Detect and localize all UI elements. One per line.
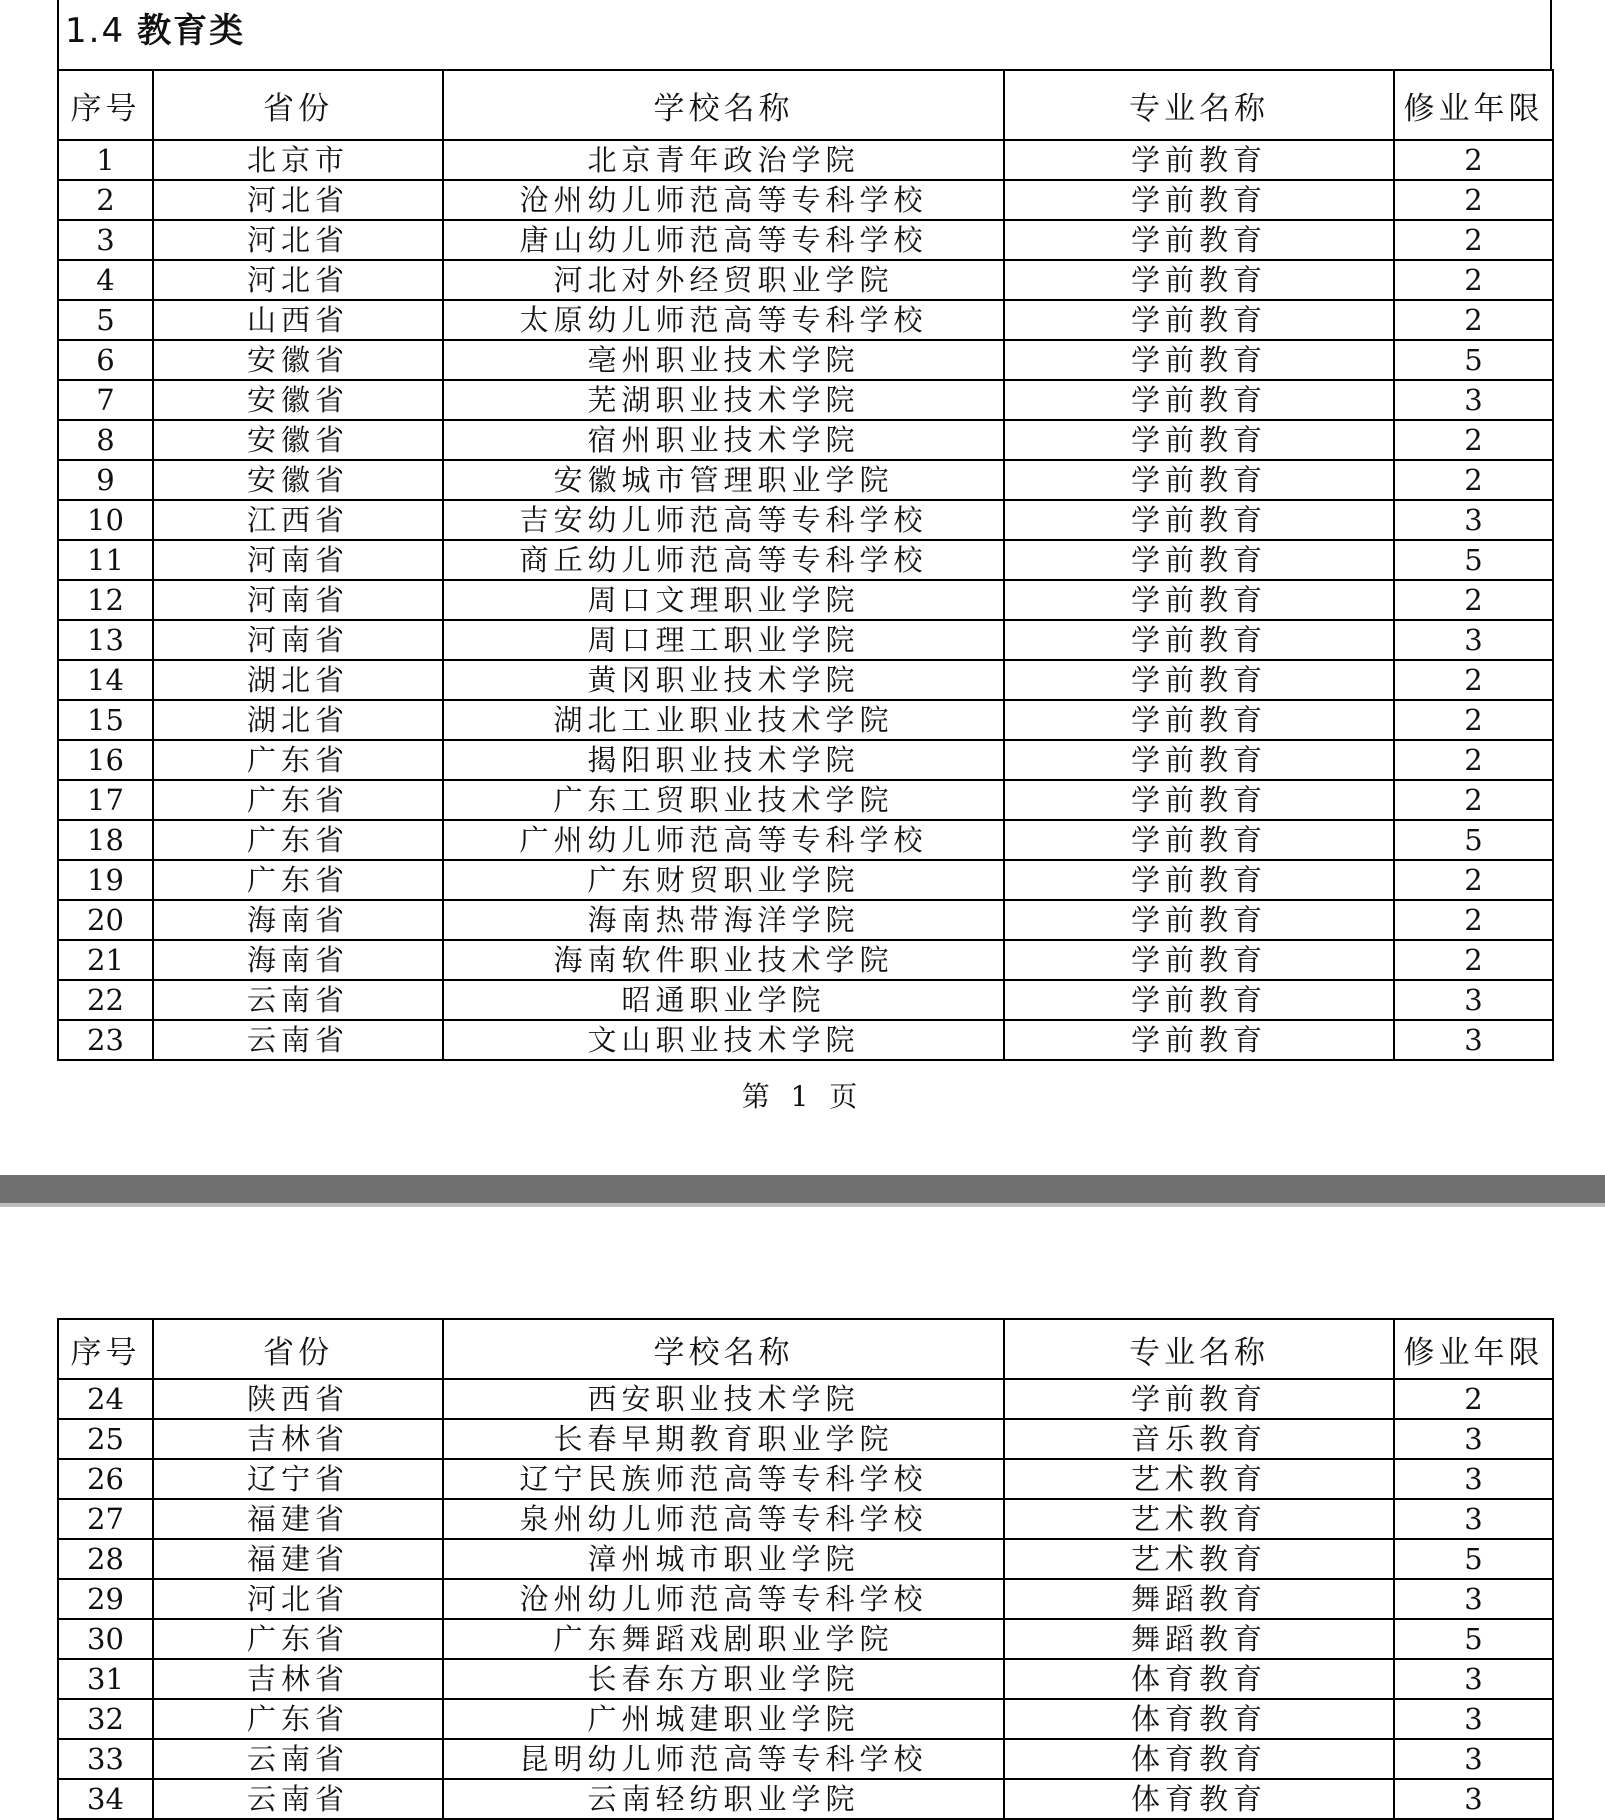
cell-major: 体育教育 — [1004, 1659, 1394, 1699]
cell-school: 广东舞蹈戏剧职业学院 — [443, 1619, 1004, 1659]
cell-index: 10 — [58, 500, 153, 540]
cell-province: 云南省 — [153, 1020, 443, 1060]
cell-school: 漳州城市职业学院 — [443, 1539, 1004, 1579]
cell-index: 19 — [58, 860, 153, 900]
table-row — [58, 500, 1553, 540]
table-row — [58, 1379, 1553, 1419]
cell-province: 安徽省 — [153, 420, 443, 460]
table-header-row — [58, 70, 1553, 140]
cell-years: 2 — [1394, 260, 1553, 300]
cell-school: 沧州幼儿师范高等专科学校 — [443, 180, 1004, 220]
cell-province: 湖北省 — [153, 700, 443, 740]
cell-index: 18 — [58, 820, 153, 860]
header-province: 省份 — [153, 1319, 443, 1379]
cell-school: 广州城建职业学院 — [443, 1699, 1004, 1739]
table-row — [58, 580, 1553, 620]
header-index: 序号 — [58, 1319, 153, 1379]
cell-school: 昭通职业学院 — [443, 980, 1004, 1020]
table-row — [58, 1739, 1553, 1779]
cell-years: 2 — [1394, 460, 1553, 500]
cell-index: 27 — [58, 1499, 153, 1539]
cell-index: 12 — [58, 580, 153, 620]
page-number: 第 1 页 — [741, 1080, 864, 1113]
cell-school: 广州幼儿师范高等专科学校 — [443, 820, 1004, 860]
cell-index: 6 — [58, 340, 153, 380]
cell-major: 学前教育 — [1004, 740, 1394, 780]
cell-school: 广东工贸职业技术学院 — [443, 780, 1004, 820]
cell-years: 2 — [1394, 940, 1553, 980]
cell-index: 34 — [58, 1779, 153, 1819]
table-row — [58, 620, 1553, 660]
cell-years: 3 — [1394, 1419, 1553, 1459]
cell-major: 学前教育 — [1004, 140, 1394, 180]
cell-province: 海南省 — [153, 940, 443, 980]
cell-index: 2 — [58, 180, 153, 220]
section-title — [57, 0, 1552, 70]
cell-major: 体育教育 — [1004, 1779, 1394, 1819]
cell-major: 学前教育 — [1004, 1379, 1394, 1419]
table-row — [58, 540, 1553, 580]
cell-major: 学前教育 — [1004, 700, 1394, 740]
table-row — [58, 740, 1553, 780]
cell-major: 学前教育 — [1004, 420, 1394, 460]
cell-province: 海南省 — [153, 900, 443, 940]
cell-province: 河北省 — [153, 180, 443, 220]
cell-major: 艺术教育 — [1004, 1499, 1394, 1539]
cell-school: 唐山幼儿师范高等专科学校 — [443, 220, 1004, 260]
cell-school: 吉安幼儿师范高等专科学校 — [443, 500, 1004, 540]
cell-years: 5 — [1394, 340, 1553, 380]
cell-major: 学前教育 — [1004, 260, 1394, 300]
header-major: 专业名称 — [1004, 1319, 1394, 1379]
cell-index: 13 — [58, 620, 153, 660]
cell-years: 2 — [1394, 580, 1553, 620]
cell-school: 商丘幼儿师范高等专科学校 — [443, 540, 1004, 580]
cell-major: 体育教育 — [1004, 1739, 1394, 1779]
table-row — [58, 180, 1553, 220]
cell-major: 学前教育 — [1004, 500, 1394, 540]
cell-major: 学前教育 — [1004, 340, 1394, 380]
cell-index: 23 — [58, 1020, 153, 1060]
cell-school: 湖北工业职业技术学院 — [443, 700, 1004, 740]
cell-years: 2 — [1394, 300, 1553, 340]
cell-major: 学前教育 — [1004, 220, 1394, 260]
cell-major: 艺术教育 — [1004, 1539, 1394, 1579]
cell-province: 吉林省 — [153, 1659, 443, 1699]
cell-major: 学前教育 — [1004, 660, 1394, 700]
cell-major: 学前教育 — [1004, 580, 1394, 620]
header-school: 学校名称 — [443, 1319, 1004, 1379]
cell-index: 15 — [58, 700, 153, 740]
header-index: 序号 — [58, 70, 153, 140]
cell-major: 音乐教育 — [1004, 1419, 1394, 1459]
cell-school: 沧州幼儿师范高等专科学校 — [443, 1579, 1004, 1619]
header-years: 修业年限 — [1394, 70, 1553, 140]
cell-province: 福建省 — [153, 1539, 443, 1579]
header-province: 省份 — [153, 70, 443, 140]
cell-years: 3 — [1394, 980, 1553, 1020]
cell-major: 学前教育 — [1004, 780, 1394, 820]
cell-years: 3 — [1394, 1699, 1553, 1739]
cell-years: 2 — [1394, 780, 1553, 820]
cell-school: 周口文理职业学院 — [443, 580, 1004, 620]
cell-major: 学前教育 — [1004, 940, 1394, 980]
table-row — [58, 1499, 1553, 1539]
cell-years: 2 — [1394, 860, 1553, 900]
table-row — [58, 980, 1553, 1020]
cell-school: 长春东方职业学院 — [443, 1659, 1004, 1699]
cell-major: 学前教育 — [1004, 980, 1394, 1020]
cell-province: 广东省 — [153, 820, 443, 860]
table-row — [58, 700, 1553, 740]
cell-school: 文山职业技术学院 — [443, 1020, 1004, 1060]
cell-school: 宿州职业技术学院 — [443, 420, 1004, 460]
cell-major: 学前教育 — [1004, 820, 1394, 860]
cell-index: 14 — [58, 660, 153, 700]
cell-years: 3 — [1394, 1739, 1553, 1779]
cell-years: 2 — [1394, 180, 1553, 220]
table-row — [58, 300, 1553, 340]
cell-years: 2 — [1394, 700, 1553, 740]
table-row — [58, 460, 1553, 500]
cell-major: 学前教育 — [1004, 380, 1394, 420]
cell-province: 河南省 — [153, 540, 443, 580]
table-row — [58, 1779, 1553, 1819]
header-years: 修业年限 — [1394, 1319, 1553, 1379]
page-divider — [0, 1175, 1605, 1203]
table-row — [58, 900, 1553, 940]
cell-school: 云南轻纺职业学院 — [443, 1779, 1004, 1819]
table-row — [58, 1459, 1553, 1499]
cell-index: 16 — [58, 740, 153, 780]
cell-major: 学前教育 — [1004, 300, 1394, 340]
cell-years: 2 — [1394, 660, 1553, 700]
cell-years: 3 — [1394, 1659, 1553, 1699]
cell-school: 芜湖职业技术学院 — [443, 380, 1004, 420]
cell-province: 山西省 — [153, 300, 443, 340]
cell-index: 29 — [58, 1579, 153, 1619]
cell-major: 学前教育 — [1004, 460, 1394, 500]
section-number: 1.4 — [65, 11, 126, 51]
table-row — [58, 820, 1553, 860]
cell-school: 太原幼儿师范高等专科学校 — [443, 300, 1004, 340]
cell-index: 5 — [58, 300, 153, 340]
cell-province: 广东省 — [153, 1699, 443, 1739]
cell-index: 20 — [58, 900, 153, 940]
cell-school: 海南热带海洋学院 — [443, 900, 1004, 940]
cell-province: 福建省 — [153, 1499, 443, 1539]
table-row — [58, 860, 1553, 900]
table-row — [58, 220, 1553, 260]
school-table-page-2 — [57, 1318, 1554, 1820]
table-row — [58, 1619, 1553, 1659]
cell-years: 2 — [1394, 740, 1553, 780]
cell-index: 26 — [58, 1459, 153, 1499]
cell-index: 33 — [58, 1739, 153, 1779]
cell-years: 2 — [1394, 140, 1553, 180]
cell-years: 3 — [1394, 1499, 1553, 1539]
cell-province: 辽宁省 — [153, 1459, 443, 1499]
cell-province: 河北省 — [153, 1579, 443, 1619]
cell-years: 3 — [1394, 1020, 1553, 1060]
cell-index: 22 — [58, 980, 153, 1020]
cell-index: 1 — [58, 140, 153, 180]
school-table-page-1 — [57, 69, 1554, 1061]
cell-school: 北京青年政治学院 — [443, 140, 1004, 180]
cell-school: 辽宁民族师范高等专科学校 — [443, 1459, 1004, 1499]
cell-school: 揭阳职业技术学院 — [443, 740, 1004, 780]
header-school: 学校名称 — [443, 70, 1004, 140]
cell-province: 安徽省 — [153, 380, 443, 420]
table-row — [58, 260, 1553, 300]
table-row — [58, 340, 1553, 380]
cell-province: 河北省 — [153, 220, 443, 260]
cell-province: 云南省 — [153, 980, 443, 1020]
cell-school: 周口理工职业学院 — [443, 620, 1004, 660]
cell-years: 2 — [1394, 900, 1553, 940]
table-row — [58, 1579, 1553, 1619]
table-row — [58, 1020, 1553, 1060]
cell-province: 安徽省 — [153, 340, 443, 380]
cell-major: 舞蹈教育 — [1004, 1579, 1394, 1619]
cell-index: 11 — [58, 540, 153, 580]
table-row — [58, 380, 1553, 420]
cell-index: 24 — [58, 1379, 153, 1419]
cell-province: 广东省 — [153, 860, 443, 900]
cell-school: 河北对外经贸职业学院 — [443, 260, 1004, 300]
cell-major: 学前教育 — [1004, 860, 1394, 900]
cell-major: 学前教育 — [1004, 1020, 1394, 1060]
table-row — [58, 660, 1553, 700]
cell-index: 28 — [58, 1539, 153, 1579]
cell-years: 3 — [1394, 500, 1553, 540]
cell-province: 湖北省 — [153, 660, 443, 700]
cell-province: 广东省 — [153, 780, 443, 820]
table-header-row — [58, 1319, 1553, 1379]
cell-major: 学前教育 — [1004, 540, 1394, 580]
section-label: 教育类 — [137, 11, 246, 51]
table-row — [58, 140, 1553, 180]
cell-province: 安徽省 — [153, 460, 443, 500]
table-row — [58, 940, 1553, 980]
cell-years: 5 — [1394, 820, 1553, 860]
cell-major: 学前教育 — [1004, 900, 1394, 940]
cell-school: 黄冈职业技术学院 — [443, 660, 1004, 700]
cell-province: 广东省 — [153, 740, 443, 780]
cell-province: 吉林省 — [153, 1419, 443, 1459]
cell-province: 江西省 — [153, 500, 443, 540]
cell-index: 17 — [58, 780, 153, 820]
cell-school: 广东财贸职业学院 — [443, 860, 1004, 900]
cell-index: 21 — [58, 940, 153, 980]
cell-major: 学前教育 — [1004, 620, 1394, 660]
cell-province: 河南省 — [153, 620, 443, 660]
header-major: 专业名称 — [1004, 70, 1394, 140]
cell-school: 海南软件职业技术学院 — [443, 940, 1004, 980]
cell-major: 舞蹈教育 — [1004, 1619, 1394, 1659]
cell-school: 西安职业技术学院 — [443, 1379, 1004, 1419]
cell-index: 4 — [58, 260, 153, 300]
cell-index: 25 — [58, 1419, 153, 1459]
table-row — [58, 1659, 1553, 1699]
cell-province: 云南省 — [153, 1779, 443, 1819]
table-row — [58, 420, 1553, 460]
cell-years: 2 — [1394, 1379, 1553, 1419]
cell-index: 31 — [58, 1659, 153, 1699]
cell-years: 3 — [1394, 1579, 1553, 1619]
table-row — [58, 1699, 1553, 1739]
cell-major: 体育教育 — [1004, 1699, 1394, 1739]
cell-province: 河北省 — [153, 260, 443, 300]
table-row — [58, 1419, 1553, 1459]
cell-province: 云南省 — [153, 1739, 443, 1779]
cell-major: 学前教育 — [1004, 180, 1394, 220]
cell-province: 广东省 — [153, 1619, 443, 1659]
cell-index: 8 — [58, 420, 153, 460]
cell-years: 2 — [1394, 420, 1553, 460]
cell-years: 2 — [1394, 220, 1553, 260]
cell-years: 3 — [1394, 1779, 1553, 1819]
cell-school: 亳州职业技术学院 — [443, 340, 1004, 380]
cell-school: 安徽城市管理职业学院 — [443, 460, 1004, 500]
table-row — [58, 780, 1553, 820]
cell-school: 泉州幼儿师范高等专科学校 — [443, 1499, 1004, 1539]
cell-index: 3 — [58, 220, 153, 260]
cell-school: 长春早期教育职业学院 — [443, 1419, 1004, 1459]
cell-province: 河南省 — [153, 580, 443, 620]
cell-years: 3 — [1394, 1459, 1553, 1499]
table-row — [58, 1539, 1553, 1579]
cell-school: 昆明幼儿师范高等专科学校 — [443, 1739, 1004, 1779]
cell-years: 5 — [1394, 1539, 1553, 1579]
cell-years: 5 — [1394, 540, 1553, 580]
cell-years: 3 — [1394, 380, 1553, 420]
cell-years: 3 — [1394, 620, 1553, 660]
cell-index: 9 — [58, 460, 153, 500]
cell-years: 5 — [1394, 1619, 1553, 1659]
cell-index: 32 — [58, 1699, 153, 1739]
cell-index: 7 — [58, 380, 153, 420]
cell-index: 30 — [58, 1619, 153, 1659]
cell-province: 北京市 — [153, 140, 443, 180]
cell-province: 陕西省 — [153, 1379, 443, 1419]
cell-major: 艺术教育 — [1004, 1459, 1394, 1499]
